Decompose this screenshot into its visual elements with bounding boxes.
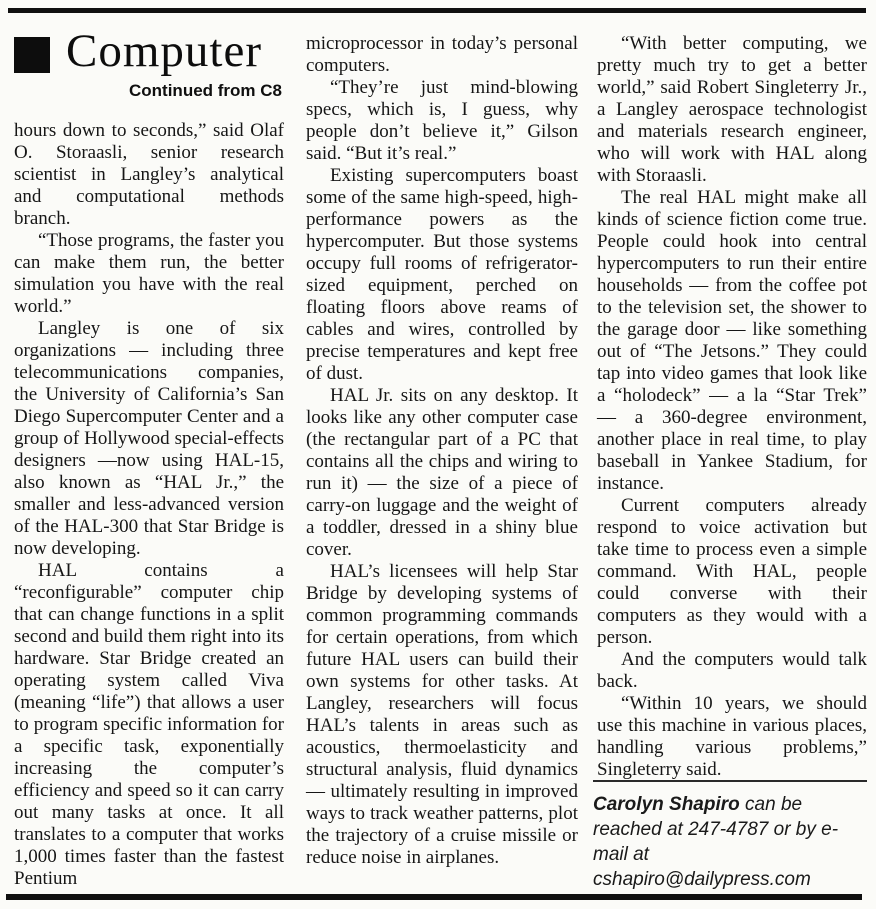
article-column-3	[597, 33, 867, 781]
article-paragraph: HAL’s licensees will help Star Bridge by developing systems of common programming commands for certain operations, from which future HAL users can build their own systems for other tasks. At Langley, researchers will focus HAL’s talents in areas such as acoustics, thermoelasticity and structural analysis, fluid dynamics — ultimately resulting in improved ways to track weather patterns, plot the trajectory of a cruise missile or reduce noise in airplanes.	[306, 561, 578, 868]
bottom-divider	[6, 894, 862, 900]
article-header	[14, 24, 284, 101]
article-paragraph: HAL contains a “reconfigurable” computer chip that can change functions in a split second and build them right into its hardware. Star Bridge created an operating system called Viva (meaning “life”) that allows a user to program specific information for a specific task, exponentially increasing the computer’s efficiency and speed so it can carry out many tasks at once. It all translates to a computer that works 1,000 times faster than the fastest Pentium	[14, 560, 284, 889]
article-paragraph: microprocessor in today’s personal computers.	[306, 33, 578, 76]
footer-divider	[593, 780, 867, 782]
article-title: Computer	[66, 25, 262, 77]
article-column-2	[306, 33, 578, 869]
article-paragraph: Existing supercomputers boast some of the same high-speed, high-performance powers as the hypercomputer. But those systems occupy full rooms of refrigerator-sized equipment, perched on floating floors above reams of cables and wires, controlled by precise temperatures and kept free of dust.	[306, 165, 578, 384]
article-paragraph: Langley is one of six organizations — including three telecommunications companies, the University of California’s San Diego Supercomputer Center and a group of Hollywood special-effects designers —now using HAL-15, also known as “HAL Jr.,” the smaller and less-advanced version of the HAL-300 that Star Bridge is now developing.	[14, 318, 284, 559]
article-paragraph: HAL Jr. sits on any desktop. It looks like any other computer case (the rectangular part of a PC that contains all the chips and wiring to run it) — the size of a piece of carry-on luggage and the weight of a toddler, dressed in a shiny blue cover.	[306, 385, 578, 560]
article-paragraph: hours down to seconds,” said Olaf O. Storaasli, senior research scientist in Langley’s analytical and computational methods branch.	[14, 120, 284, 229]
author-contact-block	[593, 780, 867, 892]
author-contact-text: can be reached at 247-4787 or by e-mail at cshapiro@dailypress.com	[593, 794, 839, 890]
section-marker-icon	[14, 37, 50, 73]
article-paragraph: “Those programs, the faster you can make them run, the better simulation you have with the real world.”	[14, 230, 284, 317]
author-name: Carolyn Shapiro	[593, 794, 740, 815]
article-column-1	[14, 120, 284, 890]
article-paragraph: Current computers already respond to voice activation but take time to process even a simple command. With HAL, people could converse with their computers as they would with a person.	[597, 495, 867, 648]
continued-from-label: Continued from C8	[129, 81, 282, 100]
article-paragraph: The real HAL might make all kinds of science fiction come true. People could hook into central hypercomputers to run their entire households — from the coffee pot to the television set, the shower to the garage door — like something out of “The Jetsons.” They could tap into video games that look like a “holodeck” — a la “Star Trek” — a 360-degree environment, another place in real time, to play baseball in Yankee Stadium, for instance.	[597, 187, 867, 494]
top-divider	[8, 8, 866, 13]
article-paragraph: And the computers would talk back.	[597, 649, 867, 692]
headline	[14, 24, 284, 78]
article-paragraph: “With better computing, we pretty much try to get a better world,” said Robert Singleterry Jr., a Langley aerospace technologist and materials research engineer, who will work with HAL along with Storaasli.	[597, 33, 867, 186]
article-paragraph: “They’re just mind-blowing specs, which is, I guess, why people don’t believe it,” Gilson said. “But it’s real.”	[306, 77, 578, 164]
article-paragraph: “Within 10 years, we should use this machine in various places, handling various problems,” Singleterry said.	[597, 693, 867, 780]
